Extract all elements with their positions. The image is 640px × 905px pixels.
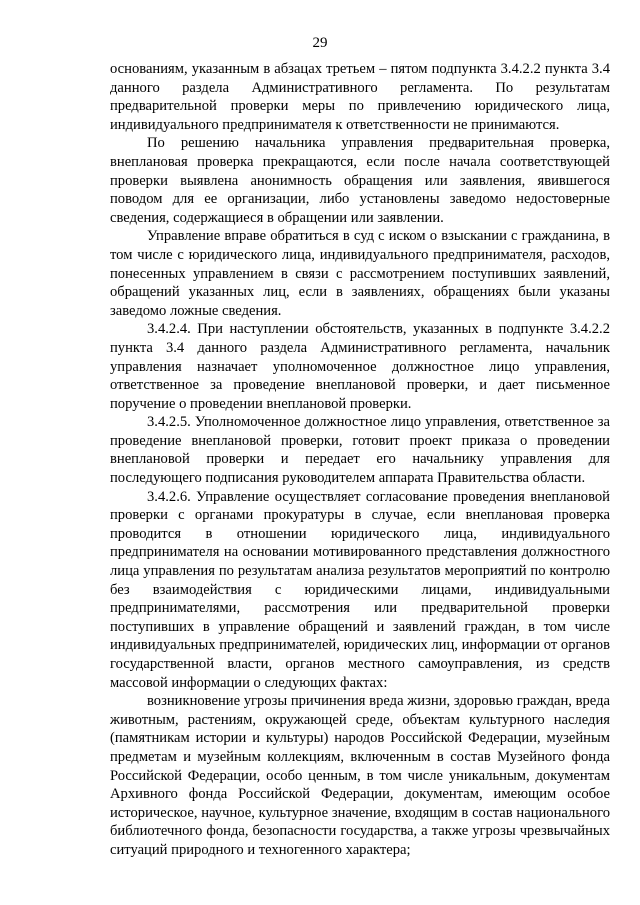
paragraph-3-4-2-4: 3.4.2.4. При наступлении обстоятельств, указанных в подпункте 3.4.2.2 пункта 3.4 данного раздела Административного регламента, начальник управления назначает уполномоченное должностное лицо управления, ответственное за проведение внеплановой проверки, и дает письменное поручение о проведении внеплановой проверки. <box>110 321 610 412</box>
paragraph-threat: возникновение угрозы причинения вреда жизни, здоровью граждан, вреда животным, растениям, окружающей среде, объектам культурного наследия (памятникам истории и культуры) народов Российской Федерации, музейным предметам и музейным коллекциям, включенным в состав Музейного фонда Российской Федерации, особо ценным, в том числе уникальным, документам Архивного фонда Российской Федерации, документам, имеющим особое историческое, научное, культурное значение, входящим в состав национального библиотечного фонда, безопасности государства, а также угрозы чрезвычайных ситуаций природного и техногенного характера; <box>110 693 610 858</box>
paragraph-3-4-2-6: 3.4.2.6. Управление осуществляет согласование проведения внеплановой проверки с органами прокуратуры в случае, если внеплановая проверка проводится в отношении юридического лица, индивидуального предпринимателя на основании мотивированного представления должностного лица управления по результатам анализа результатов мероприятий по контролю без взаимодействия с юридическими лицами, индивидуальными предпринимателями, рассмотрения или предварительной проверки поступивших в управление обращений и заявлений граждан, в том числе индивидуальных предпринимателей, юридических лиц, информации от органов государственной власти, органов местного самоуправления, из средств массовой информации о следующих фактах: <box>110 488 610 691</box>
paragraph-termination: По решению начальника управления предварительная проверка, внеплановая проверка прекращаются, если после начала соответствующей проверки выявлена анонимность обращения или заявления, явившегося поводом для ее организации, либо установлены заведомо недостоверные сведения, содержащиеся в обращении или заявлении. <box>110 135 610 226</box>
paragraph-lawsuit: Управление вправе обратиться в суд с иском о взыскании с гражданина, в том числе с юридического лица, индивидуального предпринимателя, расходов, понесенных управлением в связи с рассмотрением поступивших заявлений, обращений указанных лиц, если в заявлениях, обращениях были указаны заведомо ложные сведения. <box>110 228 610 319</box>
paragraph-3-4-2-5: 3.4.2.5. Уполномоченное должностное лицо управления, ответственное за проведение внеплановой проверки, готовит проект приказа о проведении внеплановой проверки и передает его начальнику управления для последующего подписания руководителем аппарата Правительства области. <box>110 414 610 487</box>
document-body <box>110 60 610 860</box>
paragraph-continuation: основаниям, указанным в абзацах третьем – пятом подпункта 3.4.2.2 пункта 3.4 данного раздела Административного регламента. По результатам предварительной проверки меры по привлечению юридического лица, индивидуального предпринимателя к ответственности не принимаются. <box>110 61 610 133</box>
page-number: 29 <box>312 35 328 51</box>
